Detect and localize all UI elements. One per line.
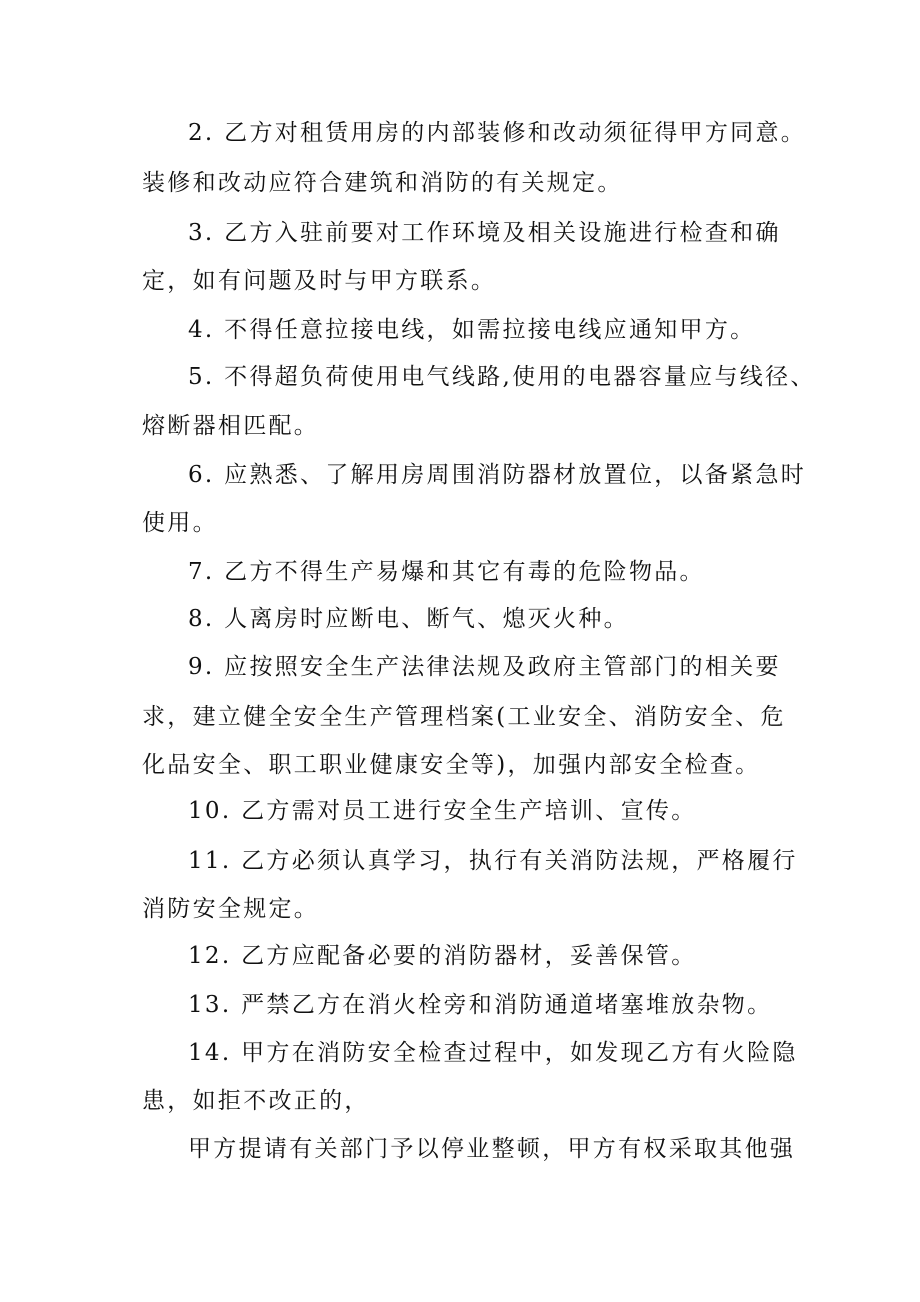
clause-9-line-3: 化品安全、职工职业健康安全等)，加强内部安全检查。 xyxy=(142,752,761,778)
clause-3-line-2: 定，如有问题及时与甲方联系。 xyxy=(142,268,497,294)
clause-4-line-1: 4. 不得任意拉接电线，如需拉接电线应通知甲方。 xyxy=(188,317,756,343)
clause-11-line-1: 11. 乙方必须认真学习，执行有关消防法规，严格履行 xyxy=(188,848,798,874)
clause-2-line-1: 2. 乙方对租赁用房的内部装修和改动须征得甲方同意。 xyxy=(188,120,807,146)
clause-7-line-1: 7. 乙方不得生产易爆和其它有毒的危险物品。 xyxy=(188,559,705,585)
clause-8-line-1: 8. 人离房时应断电、断气、熄灭火种。 xyxy=(188,606,629,632)
clause-3-line-1: 3. 乙方入驻前要对工作环境及相关设施进行检查和确 xyxy=(188,220,781,246)
clause-11-line-2: 消防安全规定。 xyxy=(142,896,320,922)
clause-2-line-2: 装修和改动应符合建筑和消防的有关规定。 xyxy=(142,170,623,196)
clause-12-line-1: 12. 乙方应配备必要的消防器材，妥善保管。 xyxy=(188,943,697,969)
clause-14-line-3: 甲方提请有关部门予以停业整顿，甲方有权采取其他强 xyxy=(188,1136,796,1162)
clause-14-line-2: 患，如拒不改正的， xyxy=(142,1088,370,1114)
clause-9-line-1: 9. 应按照安全生产法律法规及政府主管部门的相关要 xyxy=(188,654,781,680)
clause-9-line-2: 求，建立健全安全生产管理档案(工业安全、消防安全、危 xyxy=(142,704,786,730)
clause-6-line-1: 6. 应熟悉、了解用房周围消防器材放置位，以备紧急时 xyxy=(188,462,807,488)
clause-5-line-1: 5. 不得超负荷使用电气线路,使用的电器容量应与线径、 xyxy=(188,364,816,390)
clause-14-line-1: 14. 甲方在消防安全检查过程中，如发现乙方有火险隐 xyxy=(188,1040,798,1066)
clause-6-line-2: 使用。 xyxy=(142,510,218,536)
clause-10-line-1: 10. 乙方需对员工进行安全生产培训、宣传。 xyxy=(188,798,697,824)
clause-5-line-2: 熔断器相匹配。 xyxy=(142,413,320,439)
clause-13-line-1: 13. 严禁乙方在消火栓旁和消防通道堵塞堆放杂物。 xyxy=(188,992,773,1018)
